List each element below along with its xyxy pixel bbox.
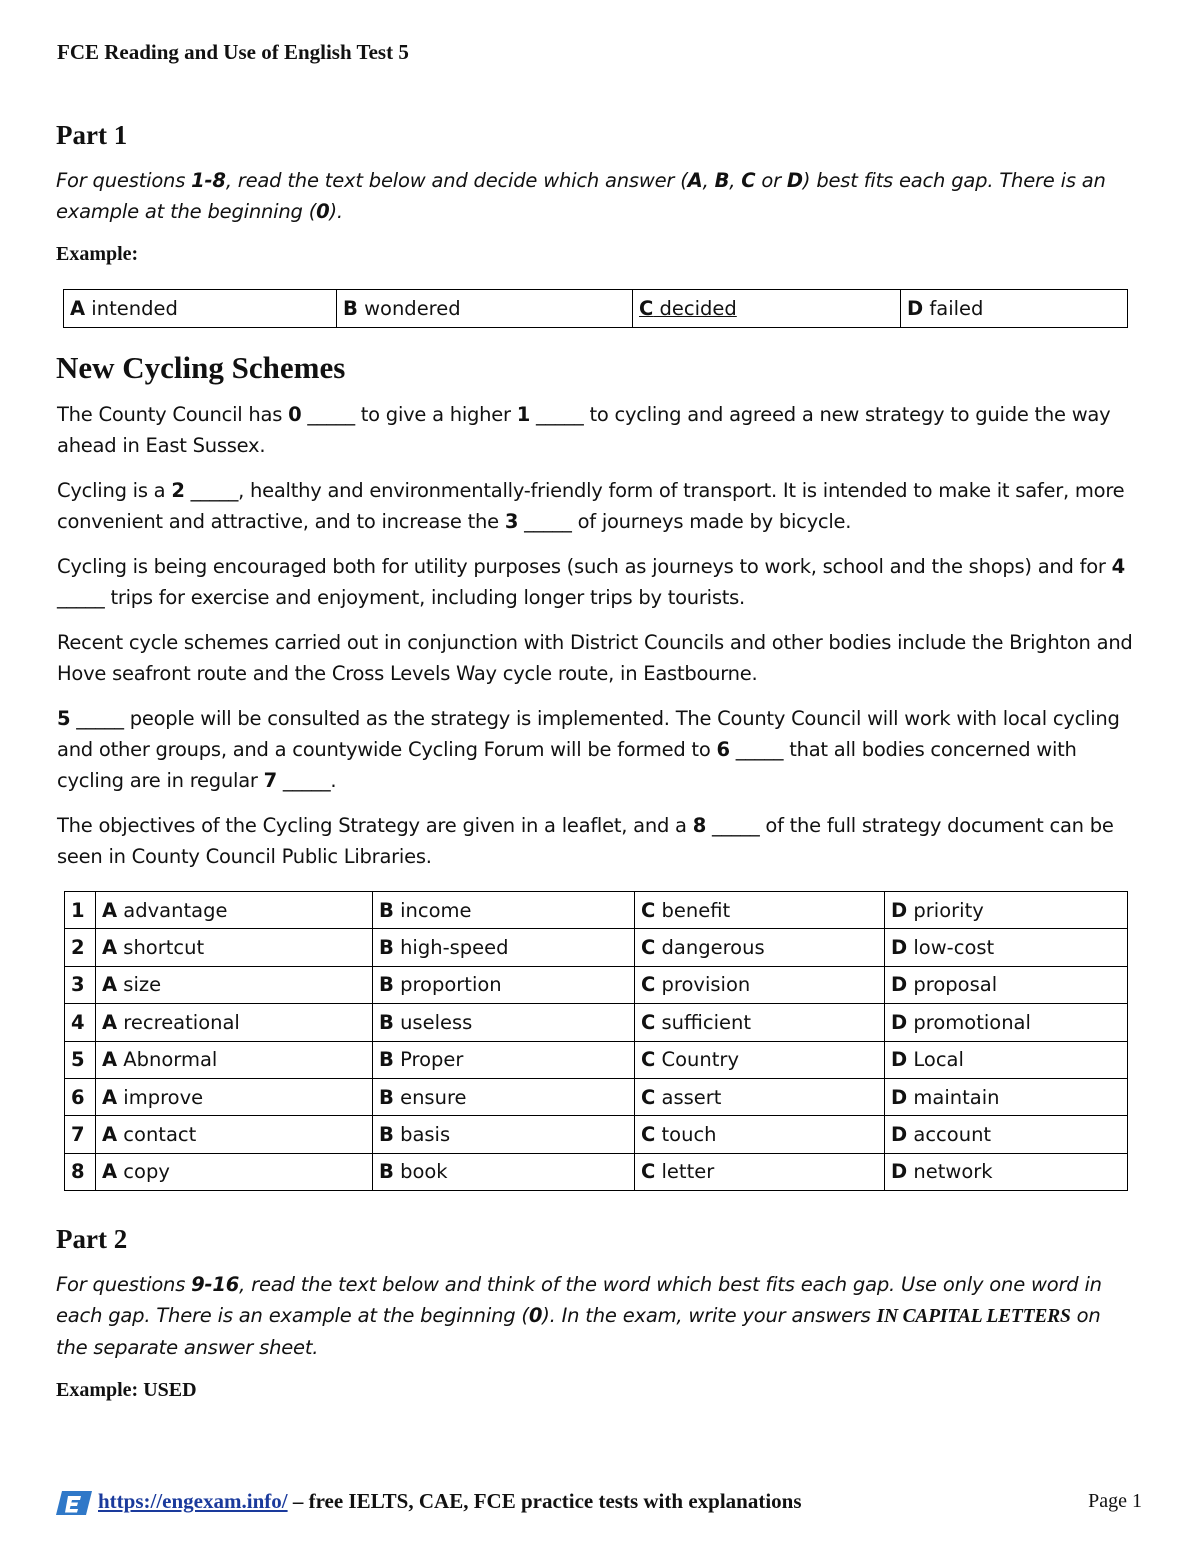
question-row [65, 1078, 1128, 1115]
part-1-example-label: Example: [56, 243, 139, 265]
option-b: B Proper [373, 1041, 635, 1078]
question-number: 7 [65, 1116, 96, 1153]
option-b: B income [373, 892, 635, 929]
question-number: 1 [65, 892, 96, 929]
option-c: C letter [635, 1153, 885, 1190]
question-row [65, 966, 1128, 1003]
question-row [65, 929, 1128, 966]
option-d: D maintain [885, 1078, 1128, 1115]
option-b: B high-speed [373, 929, 635, 966]
engexam-logo-icon [56, 1491, 92, 1515]
page-footer [56, 1487, 1146, 1517]
option-d: D low-cost [885, 929, 1128, 966]
passage-paragraph-3: Cycling is being encouraged both for utility purposes (such as journeys to work, school and the shops) and for 4 _____ trips for exercise and enjoyment, including longer trips by tourists. [57, 555, 1125, 609]
question-row [65, 892, 1128, 929]
option-d: D network [885, 1153, 1128, 1190]
footer-text: https://engexam.info/ – free IELTS, CAE, FCE practice tests with explanations [98, 1489, 802, 1513]
part-2-example-answer: USED [138, 1379, 197, 1401]
option-c: C assert [635, 1078, 885, 1115]
option-b: B basis [373, 1116, 635, 1153]
question-number: 2 [65, 929, 96, 966]
option-d: D proposal [885, 966, 1128, 1003]
option-b: B ensure [373, 1078, 635, 1115]
option-c: C benefit [635, 892, 885, 929]
answer-options-table [64, 891, 1128, 1191]
option-a: A improve [96, 1078, 373, 1115]
question-row [65, 1041, 1128, 1078]
example-options-table [63, 289, 1128, 328]
option-c: C touch [635, 1116, 885, 1153]
part-2-instructions: For questions 9-16, read the text below and think of the word which best fits each gap. Use only one word in each gap. There is an example at the beginning (0). In the exam, write your answers IN CAPITAL LETTERS on the separate answer sheet. [56, 1273, 1102, 1359]
example-option-a: A intended [64, 290, 337, 328]
question-row [65, 1004, 1128, 1041]
part-2-heading: Part 2 [56, 1224, 128, 1254]
passage-paragraph-6: The objectives of the Cycling Strategy are given in a leaflet, and a 8 _____ of the full strategy document can be seen in County Council Public Libraries. [57, 814, 1114, 868]
option-a: A Abnormal [96, 1041, 373, 1078]
question-row [65, 1153, 1128, 1190]
example-option-b: B wondered [337, 290, 633, 328]
passage-paragraph-5: 5 _____ people will be consulted as the strategy is implemented. The County Council will work with local cycling and other groups, and a countywide Cycling Forum will be formed to 6 _____ that all bodies concerned with cycling are in regular 7 _____. [57, 707, 1120, 792]
option-a: A shortcut [96, 929, 373, 966]
option-d: D Local [885, 1041, 1128, 1078]
option-a: A advantage [96, 892, 373, 929]
option-d: D priority [885, 892, 1128, 929]
option-d: D promotional [885, 1004, 1128, 1041]
example-option-d: D failed [901, 290, 1128, 328]
passage-paragraph-4: Recent cycle schemes carried out in conjunction with District Councils and other bodies include the Brighton and Hove seafront route and the Cross Levels Way cycle route, in Eastbourne. [57, 631, 1133, 685]
question-number: 4 [65, 1004, 96, 1041]
question-number: 6 [65, 1078, 96, 1115]
example-option-c: C decided [633, 290, 901, 328]
footer-link[interactable]: https://engexam.info/ [98, 1489, 288, 1513]
option-c: C provision [635, 966, 885, 1003]
question-number: 8 [65, 1153, 96, 1190]
option-a: A recreational [96, 1004, 373, 1041]
question-number: 5 [65, 1041, 96, 1078]
option-a: A size [96, 966, 373, 1003]
option-a: A contact [96, 1116, 373, 1153]
part-2-example: Example: USED [56, 1379, 197, 1401]
option-b: B useless [373, 1004, 635, 1041]
passage-paragraph-2: Cycling is a 2 _____, healthy and environmentally-friendly form of transport. It is intended to make it safer, more convenient and attractive, and to increase the 3 _____ of journeys made by bicycle. [57, 479, 1125, 533]
option-d: D account [885, 1116, 1128, 1153]
option-b: B book [373, 1153, 635, 1190]
option-b: B proportion [373, 966, 635, 1003]
part-1-heading: Part 1 [56, 120, 128, 150]
part-1-instructions: For questions 1-8, read the text below and decide which answer (A, B, C or D) best fits each gap. There is an example at the beginning (0). [56, 169, 1106, 223]
option-a: A copy [96, 1153, 373, 1190]
passage-paragraph-1: The County Council has 0 _____ to give a higher 1 _____ to cycling and agreed a new strategy to guide the way ahead in East Sussex. [57, 403, 1111, 457]
option-c: C Country [635, 1041, 885, 1078]
option-c: C sufficient [635, 1004, 885, 1041]
passage-title: New Cycling Schemes [56, 350, 346, 385]
document-title: FCE Reading and Use of English Test 5 [57, 40, 409, 64]
question-number: 3 [65, 966, 96, 1003]
question-row [65, 1116, 1128, 1153]
option-c: C dangerous [635, 929, 885, 966]
page-number: Page 1 [1088, 1490, 1142, 1512]
